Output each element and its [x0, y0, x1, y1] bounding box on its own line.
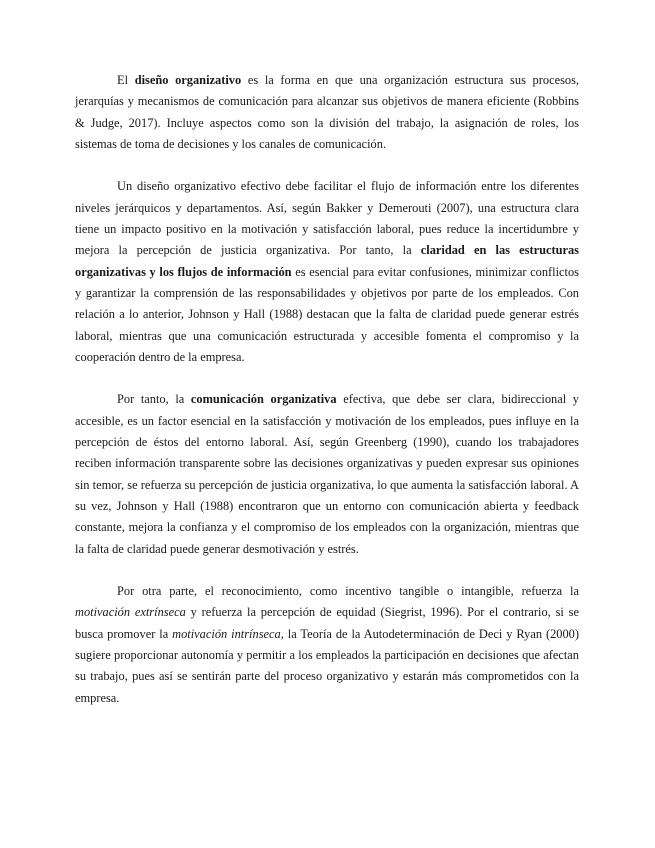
text-run: Un diseño organizativo efectivo debe facilitar el flujo de información entre los diferentes niveles jerárquicos y departamentos. Así, según Bakker y Demerouti (2007), una estructura clara tiene un impacto positivo en la motivación y satisfacción laboral, pues reduce la incertidumbre y mejora la percepción de justicia organizativa. Por tanto, la: [75, 179, 579, 258]
bold-term-diseno-organizativo: diseño organizativo: [134, 73, 242, 87]
paragraph-reconocimiento: [75, 581, 579, 709]
paragraph-diseno-efectivo: [75, 176, 579, 368]
text-run: efectiva, que debe ser clara, bidireccional y accesible, es un factor esencial en la satisfacción y motivación de los empleados, pues influye en la percepción de éstos del entorno laboral. Así, según Greenberg (1990), cuando los trabajadores reciben información transparente sobre las decisiones organizativas y pueden expresar sus opiniones sin temor, se refuerza su percepción de justicia organizativa, lo que aumenta la satisfacción laboral. A su vez, Johnson y Hall (1988) encontraron que un entorno con comunicación abierta y feedback constante, mejora la confianza y el compromiso de los empleados con la organización, mientras que la falta de claridad puede generar desmotivación y estrés.: [75, 392, 580, 556]
bold-term-comunicacion-organizativa: comunicación organizativa: [190, 392, 337, 407]
text-run: y refuerza la percepción de equidad (Siegrist, 1996). Por el contrario, si se busca promover la: [75, 605, 579, 641]
italic-term-motivacion-extrinseca: motivación extrínseca: [75, 605, 186, 620]
text-run: Por tanto, la: [117, 392, 191, 407]
italic-term-motivacion-intrinseca: motivación intrínseca: [172, 626, 281, 641]
text-run: , la Teoría de la Autodeterminación de Deci y Ryan (2000) sugiere proporcionar autonomía y permitir a los empleados la participación en decisiones que afectan su trabajo, pues así se sentirán parte del proceso organizativo y estarán más comprometidos con la empresa.: [75, 626, 579, 705]
bold-term-claridad-estructuras: claridad en las estructuras organizativas y los flujos de información: [75, 243, 580, 279]
text-run: es esencial para evitar confusiones, minimizar conflictos y garantizar la comprensión de las responsabilidades y objetivos por parte de los empleados. Con relación a lo anterior, Johnson y Hall (1988) destacan que la falta de claridad puede generar estrés laboral, mientras que una comunicación estructurada y accesible fomenta el compromiso y la cooperación dentro de la empresa.: [75, 264, 579, 364]
paragraph-diseno-organizativo: [75, 70, 579, 155]
text-run: El: [117, 73, 135, 87]
text-run: es la forma en que una organización estructura sus procesos, jerarquías y mecanismos de comunicación para alcanzar sus objetivos de manera eficiente (Robbins & Judge, 2017). Incluye aspectos como son la división del trabajo, la asignación de roles, los sistemas de toma de decisiones y los canales de comunicación.: [75, 73, 580, 151]
text-run: Por otra parte, el reconocimiento, como incentivo tangible o intangible, refuerza la: [117, 584, 579, 599]
document-body: [75, 70, 579, 730]
paragraph-comunicacion-organizativa: [75, 389, 579, 559]
